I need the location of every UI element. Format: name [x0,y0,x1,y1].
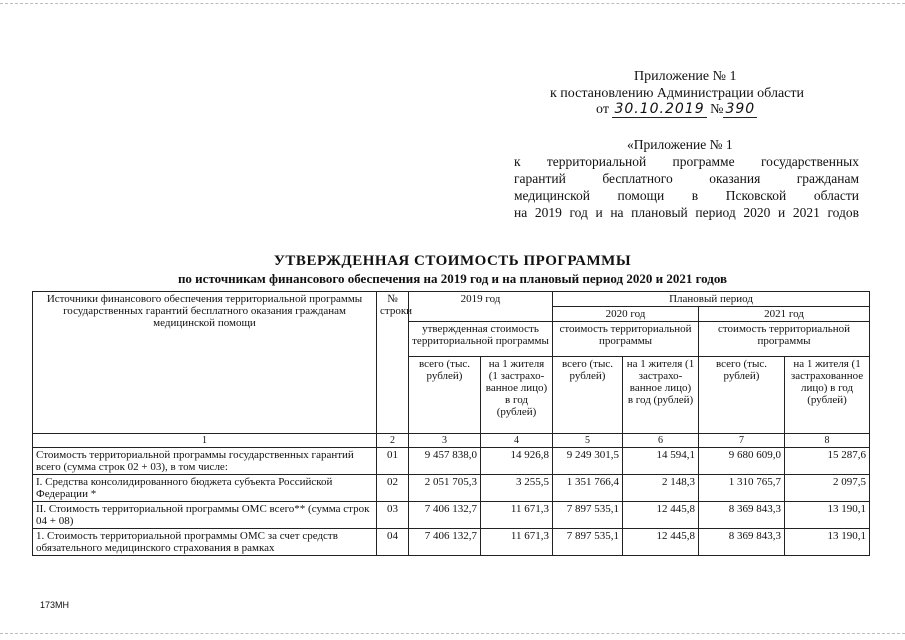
table-row [33,475,870,502]
value-cell: 3 255,5 [481,475,553,502]
program-appendix-line: к территориальной программе государственных [514,154,859,169]
date-prefix: от [596,102,609,117]
value-cell: 12 445,8 [623,502,699,529]
handwritten-date: 30.10.2019 [614,101,705,117]
header-source: Источники финансового обеспечения территориальной программы государственных гарантий бесплатного оказания гражданам медицинской помощи [33,292,377,434]
header-per-capita-2020: на 1 жителя (1 застрахо-ванное лицо) в год (рублей) [623,357,699,434]
table-row [33,529,870,556]
row-number: 03 [377,502,409,529]
value-cell: 7 406 132,7 [409,502,481,529]
program-appendix-title: «Приложение № 1 [627,137,733,152]
column-number: 5 [553,434,623,448]
title-main: УТВЕРЖДЕННАЯ СТОИМОСТЬ ПРОГРАММЫ [273,253,632,269]
column-number-row [33,434,870,448]
row-label: 1. Стоимость территориальной программы ОМС за счет средств обязательного медицинского страхования в рамках [33,529,377,556]
scan-top-edge [0,3,905,4]
header-2020: 2020 год [553,307,699,322]
value-cell: 9 457 838,0 [409,448,481,475]
header-total-2021: всего (тыс. рублей) [699,357,785,434]
value-cell: 13 190,1 [785,502,870,529]
column-number: 2 [377,434,409,448]
value-cell: 7 897 535,1 [553,529,623,556]
header-total-2019: всего (тыс. рублей) [409,357,481,434]
value-cell: 8 369 843,3 [699,529,785,556]
header-total-2020: всего (тыс. рублей) [553,357,623,434]
header-2019: 2019 год [409,292,553,322]
cost-table [32,291,870,556]
header-cost-2020: стоимость территориальной программы [553,322,699,357]
program-appendix [514,136,859,221]
appendix-date-line [596,101,757,118]
row-label: I. Средства консолидированного бюджета субъекта Российской Федерации * [33,475,377,502]
appendix-resolution: к постановлению Администрации области [550,86,804,101]
title-sub: по источникам финансового обеспечения на 2019 год и на плановый период 2020 и 2021 годов [177,271,728,286]
value-cell: 9 680 609,0 [699,448,785,475]
value-cell: 2 148,3 [623,475,699,502]
column-number: 7 [699,434,785,448]
value-cell: 15 287,6 [785,448,870,475]
handwritten-number: 390 [725,101,756,117]
program-appendix-line: на 2019 год и на плановый период 2020 и 2021 годов [514,205,859,220]
column-number: 6 [623,434,699,448]
column-number: 3 [409,434,481,448]
value-cell: 2 097,5 [785,475,870,502]
header-per-capita-2019: на 1 жителя (1 застрахо-ванное лицо) в год (рублей) [481,357,553,434]
value-cell: 14 594,1 [623,448,699,475]
value-cell: 13 190,1 [785,529,870,556]
row-label: Стоимость территориальной программы государственных гарантий всего (сумма строк 02 + 03), в том числе: [33,448,377,475]
program-appendix-line: гарантий бесплатного оказания гражданам [514,171,859,186]
header-planned-period: Плановый период [553,292,870,307]
footer-code: 173МН [40,600,70,610]
header-approved-cost: утвержденная стоимость территориальной программы [409,322,553,357]
number-prefix: № [710,102,724,117]
header-cost-2021: стоимость территориальной программы [699,322,870,357]
header-row-no: № строки [377,292,409,434]
document-title [0,252,905,287]
value-cell: 1 310 765,7 [699,475,785,502]
value-cell: 11 671,3 [481,529,553,556]
value-cell: 14 926,8 [481,448,553,475]
header-per-capita-2021: на 1 жителя (1 застрахованное лицо) в год (рублей) [785,357,870,434]
program-appendix-line: медицинской помощи в Псковской области [514,188,859,203]
appendix-title: Приложение № 1 [634,69,737,84]
value-cell: 7 406 132,7 [409,529,481,556]
column-number: 1 [33,434,377,448]
program-appendix-text [514,153,859,221]
table-row [33,448,870,475]
value-cell: 11 671,3 [481,502,553,529]
value-cell: 8 369 843,3 [699,502,785,529]
value-cell: 12 445,8 [623,529,699,556]
row-number: 04 [377,529,409,556]
row-label: II. Стоимость территориальной программы ОМС всего** (сумма строк 04 + 08) [33,502,377,529]
scan-bottom-edge [0,633,905,634]
row-number: 02 [377,475,409,502]
value-cell: 9 249 301,5 [553,448,623,475]
value-cell: 1 351 766,4 [553,475,623,502]
header-2021: 2021 год [699,307,870,322]
column-number: 8 [785,434,870,448]
value-cell: 2 051 705,3 [409,475,481,502]
value-cell: 7 897 535,1 [553,502,623,529]
row-number: 01 [377,448,409,475]
table-row [33,502,870,529]
column-number: 4 [481,434,553,448]
